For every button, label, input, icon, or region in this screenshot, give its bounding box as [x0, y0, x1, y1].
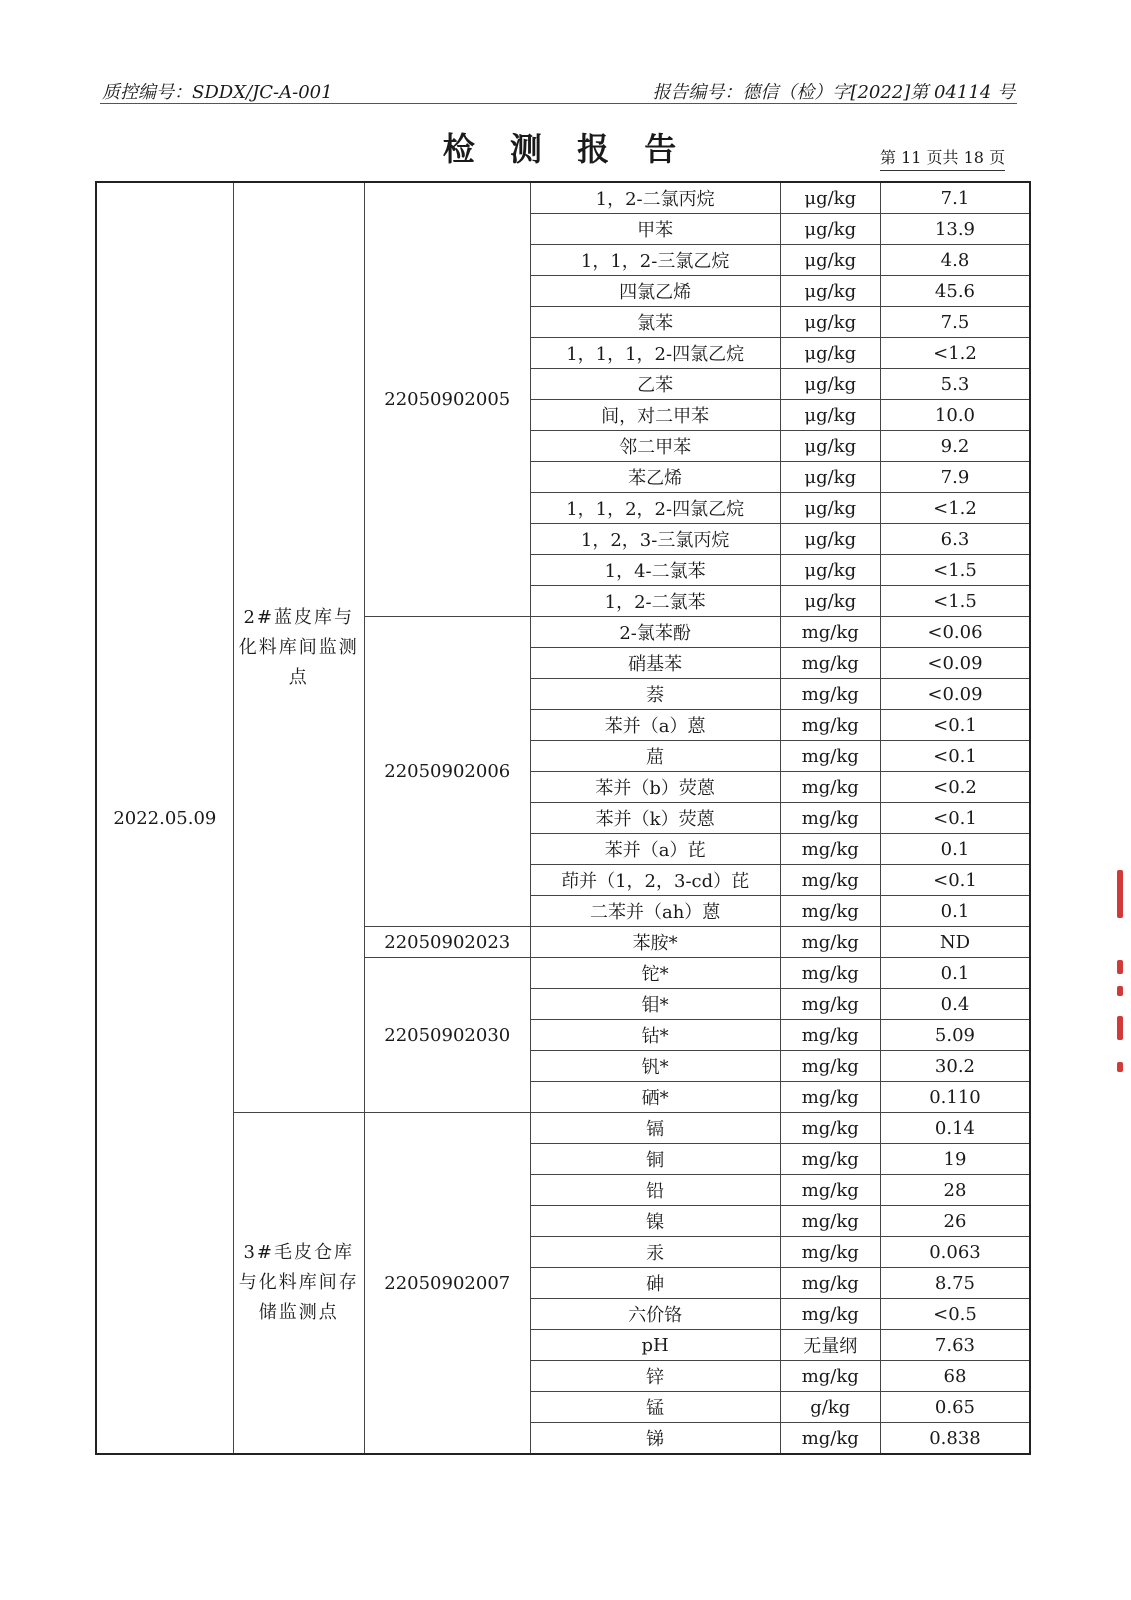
unit: mg/kg: [780, 927, 880, 958]
result-value: 0.110: [880, 1082, 1030, 1113]
result-value: 5.09: [880, 1020, 1030, 1051]
sample-id: 22050902006: [364, 617, 530, 927]
test-item: 苯并（a）蒽: [530, 710, 780, 741]
result-value: <0.1: [880, 865, 1030, 896]
result-value: <0.1: [880, 741, 1030, 772]
unit: μg/kg: [780, 493, 880, 524]
test-item: 1，4-二氯苯: [530, 555, 780, 586]
monitoring-point: 2#蓝皮库与化料库间监测点: [233, 182, 364, 1113]
test-item: 1，2-二氯丙烷: [530, 182, 780, 214]
test-item: 镍: [530, 1206, 780, 1237]
unit: μg/kg: [780, 307, 880, 338]
result-value: 68: [880, 1361, 1030, 1392]
test-item: 锰: [530, 1392, 780, 1423]
result-value: 0.1: [880, 958, 1030, 989]
sample-id: 22050902005: [364, 182, 530, 617]
result-value: 8.75: [880, 1268, 1030, 1299]
unit: μg/kg: [780, 214, 880, 245]
unit: mg/kg: [780, 710, 880, 741]
test-item: pH: [530, 1330, 780, 1361]
test-item: 苯胺*: [530, 927, 780, 958]
test-item: 茚并（1，2，3-cd）芘: [530, 865, 780, 896]
test-item: 甲苯: [530, 214, 780, 245]
unit: mg/kg: [780, 1175, 880, 1206]
result-value: 0.1: [880, 834, 1030, 865]
test-item: 钼*: [530, 989, 780, 1020]
unit: g/kg: [780, 1392, 880, 1423]
result-value: <1.5: [880, 555, 1030, 586]
test-item: 铅: [530, 1175, 780, 1206]
sample-id: 22050902007: [364, 1113, 530, 1455]
result-value: <0.5: [880, 1299, 1030, 1330]
unit: mg/kg: [780, 648, 880, 679]
result-value: <0.09: [880, 648, 1030, 679]
result-value: ND: [880, 927, 1030, 958]
unit: mg/kg: [780, 803, 880, 834]
result-value: 0.838: [880, 1423, 1030, 1455]
unit: mg/kg: [780, 1144, 880, 1175]
unit: mg/kg: [780, 989, 880, 1020]
result-value: 10.0: [880, 400, 1030, 431]
sampling-date: 2022.05.09: [96, 182, 233, 1454]
unit: μg/kg: [780, 182, 880, 214]
result-value: 26: [880, 1206, 1030, 1237]
unit: mg/kg: [780, 1361, 880, 1392]
result-value: <0.09: [880, 679, 1030, 710]
unit: mg/kg: [780, 1020, 880, 1051]
unit: mg/kg: [780, 865, 880, 896]
report-title: 检 测 报 告: [442, 130, 689, 168]
result-value: 0.1: [880, 896, 1030, 927]
result-value: 6.3: [880, 524, 1030, 555]
header-divider: [100, 103, 1017, 104]
seal-mark: [1117, 1016, 1123, 1040]
unit: mg/kg: [780, 1051, 880, 1082]
result-value: <0.1: [880, 710, 1030, 741]
result-value: 4.8: [880, 245, 1030, 276]
result-value: <1.2: [880, 338, 1030, 369]
test-item: 钒*: [530, 1051, 780, 1082]
qc-number: 质控编号：SDDX/JC-A-001: [102, 82, 333, 103]
seal-mark: [1117, 870, 1123, 918]
result-value: <0.2: [880, 772, 1030, 803]
test-item: 2-氯苯酚: [530, 617, 780, 648]
test-item: 钴*: [530, 1020, 780, 1051]
unit: mg/kg: [780, 896, 880, 927]
result-value: <0.1: [880, 803, 1030, 834]
test-item: 硝基苯: [530, 648, 780, 679]
test-item: 1，1，2-三氯乙烷: [530, 245, 780, 276]
test-item: 汞: [530, 1237, 780, 1268]
result-value: 28: [880, 1175, 1030, 1206]
result-value: 7.1: [880, 182, 1030, 214]
result-value: <1.2: [880, 493, 1030, 524]
table-row: [96, 182, 1030, 214]
unit: mg/kg: [780, 679, 880, 710]
results-table: [95, 181, 1031, 1455]
unit: μg/kg: [780, 524, 880, 555]
test-item: 砷: [530, 1268, 780, 1299]
result-value: 7.63: [880, 1330, 1030, 1361]
table-row: [96, 1113, 1030, 1144]
seal-mark: [1117, 1062, 1123, 1072]
unit: 无量纲: [780, 1330, 880, 1361]
result-value: 0.063: [880, 1237, 1030, 1268]
test-item: 邻二甲苯: [530, 431, 780, 462]
seal-mark: [1117, 986, 1123, 996]
unit: mg/kg: [780, 1082, 880, 1113]
unit: mg/kg: [780, 1268, 880, 1299]
unit: μg/kg: [780, 369, 880, 400]
unit: mg/kg: [780, 1206, 880, 1237]
result-value: <0.06: [880, 617, 1030, 648]
report-number: 报告编号：德信（检）字[2022]第 04114 号: [652, 82, 1015, 103]
test-item: 苯并（b）荧蒽: [530, 772, 780, 803]
unit: mg/kg: [780, 1113, 880, 1144]
sample-id: 22050902030: [364, 958, 530, 1113]
test-item: 萘: [530, 679, 780, 710]
result-value: 30.2: [880, 1051, 1030, 1082]
unit: mg/kg: [780, 958, 880, 989]
test-item: 氯苯: [530, 307, 780, 338]
sample-id: 22050902023: [364, 927, 530, 958]
result-value: 9.2: [880, 431, 1030, 462]
test-item: 苯乙烯: [530, 462, 780, 493]
test-item: 苯并（k）荧蒽: [530, 803, 780, 834]
results-table-body: [96, 182, 1030, 1454]
result-value: 13.9: [880, 214, 1030, 245]
test-item: 苯并（a）芘: [530, 834, 780, 865]
result-value: 7.5: [880, 307, 1030, 338]
test-item: 锌: [530, 1361, 780, 1392]
result-value: 0.14: [880, 1113, 1030, 1144]
unit: μg/kg: [780, 555, 880, 586]
test-item: 1，2-二氯苯: [530, 586, 780, 617]
unit: μg/kg: [780, 245, 880, 276]
test-item: 四氯乙烯: [530, 276, 780, 307]
monitoring-point: 3#毛皮仓库与化料库间存储监测点: [233, 1113, 364, 1455]
test-item: 硒*: [530, 1082, 780, 1113]
unit: μg/kg: [780, 338, 880, 369]
unit: μg/kg: [780, 586, 880, 617]
unit: mg/kg: [780, 1299, 880, 1330]
test-item: 1，2，3-三氯丙烷: [530, 524, 780, 555]
result-value: 45.6: [880, 276, 1030, 307]
test-item: 镉: [530, 1113, 780, 1144]
test-item: 二苯并（ah）蒽: [530, 896, 780, 927]
unit: μg/kg: [780, 431, 880, 462]
page-indicator: 第 11 页共 18 页: [880, 145, 1005, 171]
seal-mark: [1117, 960, 1123, 974]
unit: μg/kg: [780, 400, 880, 431]
test-item: 1，1，1，2-四氯乙烷: [530, 338, 780, 369]
unit: μg/kg: [780, 462, 880, 493]
result-value: <1.5: [880, 586, 1030, 617]
result-value: 0.65: [880, 1392, 1030, 1423]
unit: μg/kg: [780, 276, 880, 307]
test-item: 铊*: [530, 958, 780, 989]
unit: mg/kg: [780, 1423, 880, 1455]
unit: mg/kg: [780, 834, 880, 865]
test-item: 间，对二甲苯: [530, 400, 780, 431]
test-item: 铜: [530, 1144, 780, 1175]
result-value: 0.4: [880, 989, 1030, 1020]
unit: mg/kg: [780, 741, 880, 772]
unit: mg/kg: [780, 1237, 880, 1268]
test-item: 䓛: [530, 741, 780, 772]
result-value: 5.3: [880, 369, 1030, 400]
result-value: 7.9: [880, 462, 1030, 493]
result-value: 19: [880, 1144, 1030, 1175]
test-item: 1，1，2，2-四氯乙烷: [530, 493, 780, 524]
test-item: 锑: [530, 1423, 780, 1455]
unit: mg/kg: [780, 772, 880, 803]
unit: mg/kg: [780, 617, 880, 648]
test-item: 乙苯: [530, 369, 780, 400]
test-item: 六价铬: [530, 1299, 780, 1330]
